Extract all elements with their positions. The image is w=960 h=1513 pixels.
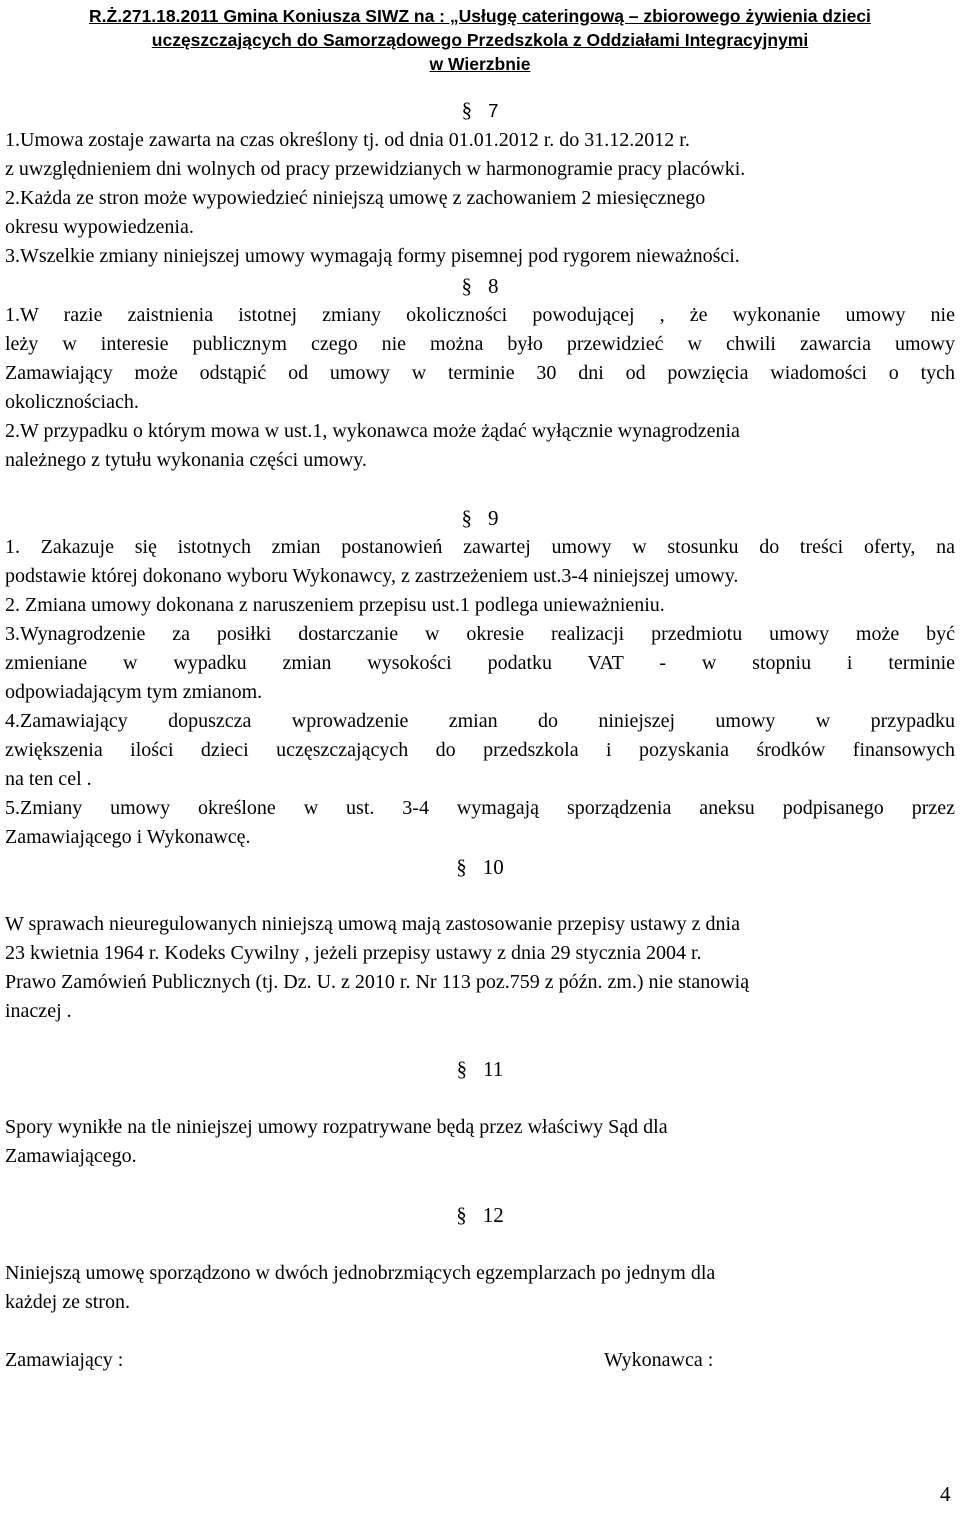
paragraph-line: 2. Zmiana umowy dokonana z naruszeniem przepisu ust.1 podlega unieważnieniu. xyxy=(5,594,665,616)
section-sign: § xyxy=(456,1057,468,1081)
paragraph-line: Spory wynikłe na tle niniejszej umowy rozpatrywane będą przez właściwy Sąd dla xyxy=(5,1116,668,1138)
section-heading-9 xyxy=(0,506,960,530)
section-sign: § xyxy=(456,1203,467,1227)
section-number: 7 xyxy=(488,100,499,121)
signature-right-label: Wykonawca : xyxy=(604,1349,714,1371)
paragraph-line: 1. Zakazuje się istotnych zmian postanowień zawartej umowy w stosunku do treści oferty, na xyxy=(5,536,955,558)
paragraph-line: należnego z tytułu wykonania części umowy. xyxy=(5,449,367,471)
section-heading-12 xyxy=(0,1203,960,1227)
paragraph-line: 23 kwietnia 1964 r. Kodeks Cywilny , jeżeli przepisy ustawy z dnia 29 stycznia 2004 r. xyxy=(5,942,702,964)
paragraph-line: zwiększenia ilości dzieci uczęszczających do przedszkola i pozyskania środków finansowych xyxy=(5,739,955,761)
section-sign: § xyxy=(456,855,467,879)
paragraph-line: 3.Wynagrodzenie za posiłki dostarczanie w okresie realizacji przedmiotu umowy może być xyxy=(5,623,955,645)
section-sign: § xyxy=(461,506,472,530)
header-line-1: R.Ż.271.18.2011 Gmina Koniusza SIWZ na : „Usługę cateringową – zbiorowego żywienia dzieci xyxy=(89,6,871,26)
document-header xyxy=(0,4,960,76)
header-line-3: w Wierzbnie xyxy=(429,54,531,74)
paragraph-line: Niniejszą umowę sporządzono w dwóch jednobrzmiących egzemplarzach po jednym dla xyxy=(5,1262,716,1284)
section-number: 10 xyxy=(482,855,504,879)
page-number: 4 xyxy=(940,1482,951,1506)
paragraph-line: leży w interesie publicznym czego nie można było przewidzieć w chwili zawarcia umowy xyxy=(5,333,955,355)
paragraph-line: podstawie której dokonano wyboru Wykonawcy, z zastrzeżeniem ust.3-4 niniejszej umowy. xyxy=(5,565,739,587)
paragraph-line: Zamawiającego i Wykonawcę. xyxy=(5,826,251,848)
paragraph-line: każdej ze stron. xyxy=(5,1291,130,1313)
paragraph-line: Zamawiającego. xyxy=(5,1145,137,1167)
section-number: 9 xyxy=(488,506,499,530)
paragraph-line: na ten cel . xyxy=(5,768,92,790)
paragraph-line: 3.Wszelkie zmiany niniejszej umowy wymagają formy pisemnej pod rygorem nieważności. xyxy=(5,245,740,267)
paragraph-line: Zamawiający może odstąpić od umowy w terminie 30 dni od powzięcia wiadomości o tych xyxy=(5,362,955,384)
section-heading-7 xyxy=(0,98,960,123)
paragraph-line: okolicznościach. xyxy=(5,391,139,413)
paragraph-line: Prawo Zamówień Publicznych (tj. Dz. U. z 2010 r. Nr 113 poz.759 z późn. zm.) nie stanowią xyxy=(5,971,750,993)
signature-left-label: Zamawiający : xyxy=(5,1349,124,1371)
section-number: 11 xyxy=(483,1057,504,1081)
section-number: 8 xyxy=(488,274,499,298)
paragraph-line: inaczej . xyxy=(5,1000,72,1022)
header-line-2: uczęszczających do Samorządowego Przedszkola z Oddziałami Integracyjnymi xyxy=(151,30,809,50)
paragraph-line: 1.Umowa zostaje zawarta na czas określony tj. od dnia 01.01.2012 r. do 31.12.2012 r. xyxy=(5,129,690,151)
paragraph-line: 4.Zamawiający dopuszcza wprowadzenie zmian do niniejszej umowy w przypadku xyxy=(5,710,955,732)
section-heading-8 xyxy=(0,274,960,298)
paragraph-line: 1.W razie zaistnienia istotnej zmiany okoliczności powodującej , że wykonanie umowy nie xyxy=(5,304,955,326)
section-sign: § xyxy=(461,274,472,298)
paragraph-line: zmieniane w wypadku zmian wysokości podatku VAT - w stopniu i terminie xyxy=(5,652,955,674)
paragraph-line: W sprawach nieuregulowanych niniejszą umową mają zastosowanie przepisy ustawy z dnia xyxy=(5,913,740,935)
paragraph-line: 2.W przypadku o którym mowa w ust.1, wykonawca może żądać wyłącznie wynagrodzenia xyxy=(5,420,740,442)
paragraph-line: 2.Każda ze stron może wypowiedzieć niniejszą umowę z zachowaniem 2 miesięcznego xyxy=(5,187,706,209)
section-number: 12 xyxy=(482,1203,504,1227)
section-sign: § xyxy=(461,98,473,122)
paragraph-line: 5.Zmiany umowy określone w ust. 3-4 wymagają sporządzenia aneksu podpisanego przez xyxy=(5,797,955,819)
paragraph-line: z uwzględnieniem dni wolnych od pracy przewidzianych w harmonogramie pracy placówki. xyxy=(5,158,746,180)
paragraph-line: okresu wypowiedzenia. xyxy=(5,216,194,238)
paragraph-line: odpowiadającym tym zmianom. xyxy=(5,681,263,703)
section-heading-10 xyxy=(0,855,960,879)
section-heading-11 xyxy=(0,1057,960,1081)
